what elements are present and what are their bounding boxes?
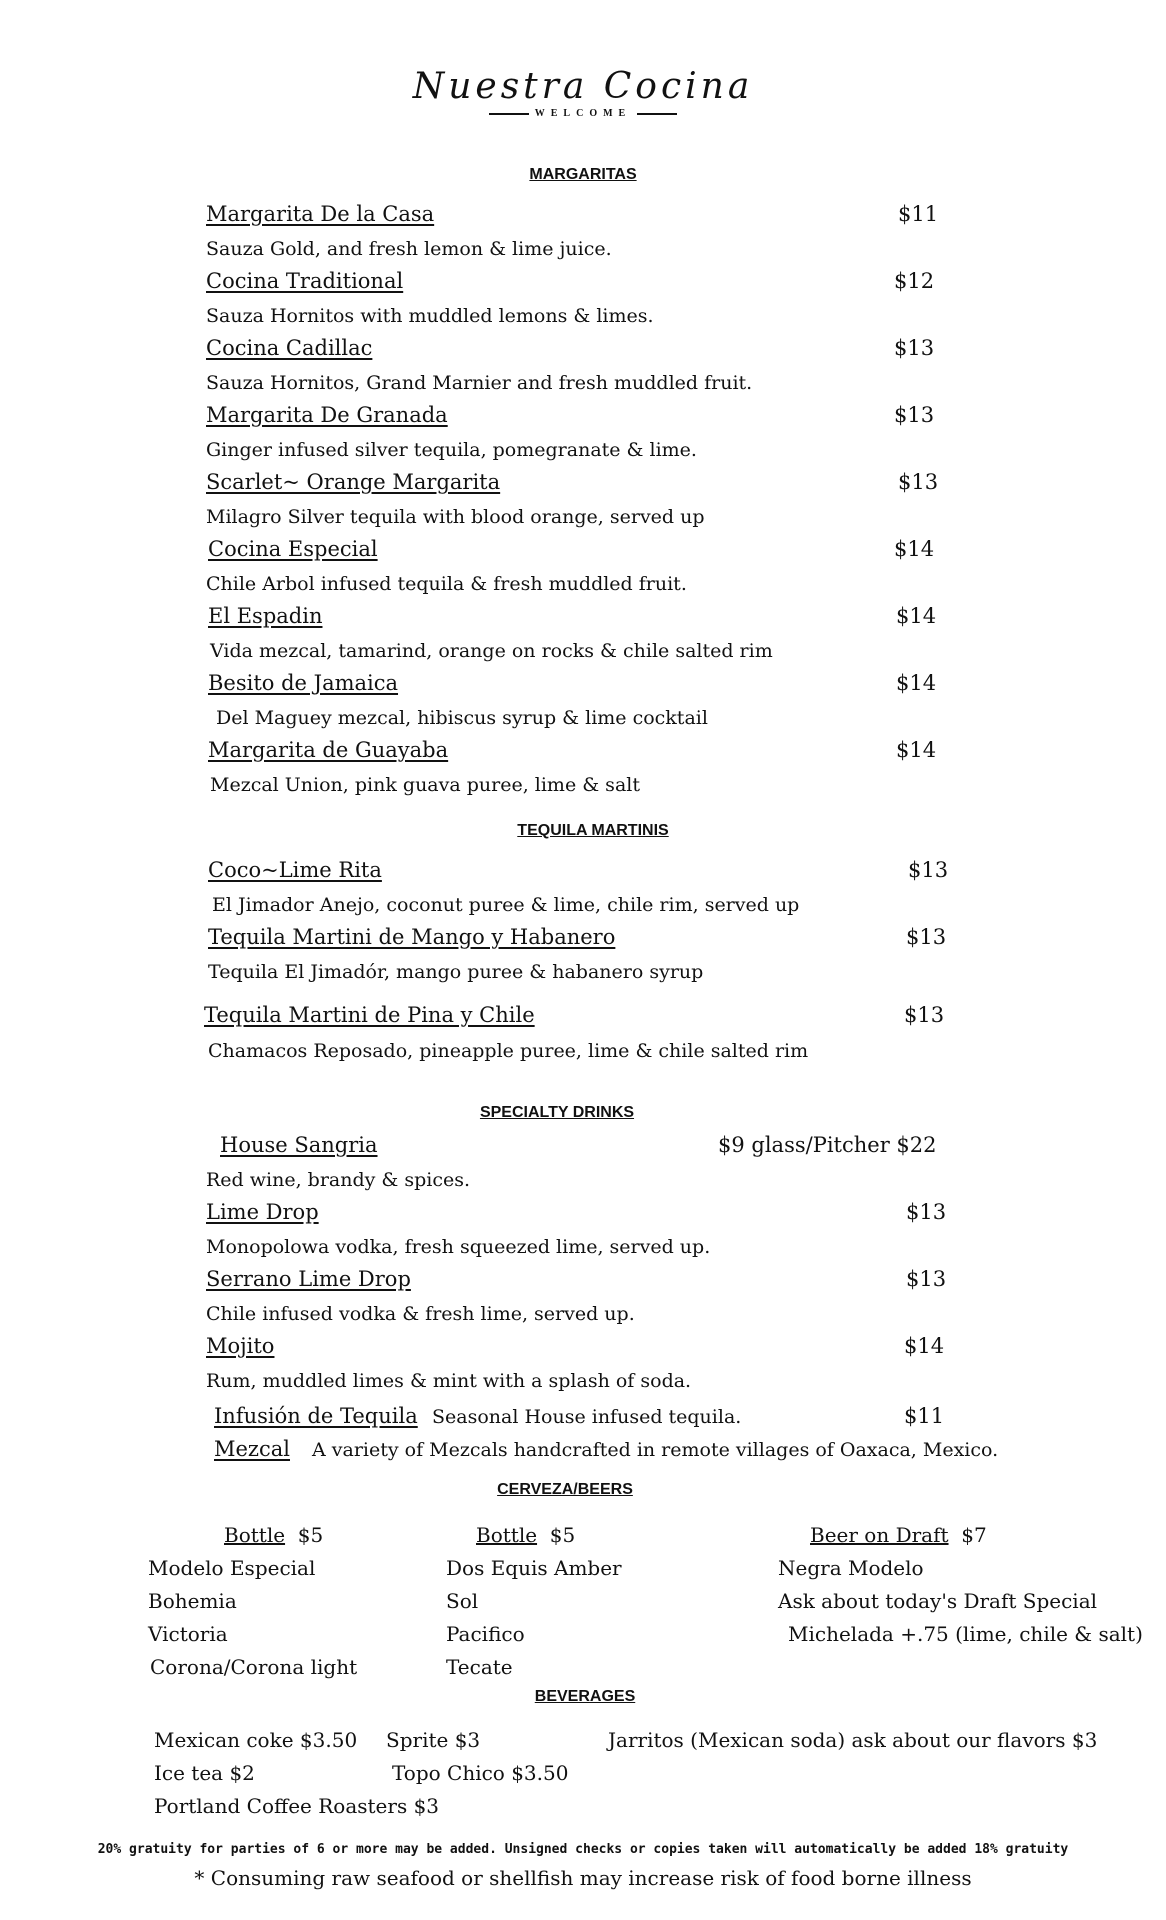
menu-item-description: A variety of Mezcals handcrafted in remote villages of Oaxaca, Mexico.	[312, 1439, 999, 1461]
menu-item-description: Milagro Silver tequila with blood orange, served up	[206, 506, 705, 528]
welcome-subtitle: WELCOME	[0, 108, 1166, 119]
menu-item-price: $14	[894, 537, 935, 561]
menu-item-price: $13	[908, 858, 949, 882]
section-heading-beers: CERVEZA/BEERS	[497, 1481, 633, 1498]
menu-item-description: El Jimador Anejo, coconut puree & lime, chile rim, served up	[212, 894, 800, 916]
gratuity-notice: 20% gratuity for parties of 6 or more may be added. Unsigned checks or copies taken will automatically be added 18% gratuity	[97, 1842, 1069, 1857]
beer-item: Bohemia	[148, 1589, 237, 1613]
menu-item-description: Sauza Hornitos with muddled lemons & limes.	[206, 305, 654, 327]
beer-item: Michelada +.75 (lime, chile & salt)	[788, 1622, 1143, 1646]
consumption-warning: * Consuming raw seafood or shellfish may increase risk of food borne illness	[194, 1866, 972, 1890]
menu-item-price: $14	[896, 671, 937, 695]
menu-item-price: $13	[906, 925, 947, 949]
menu-item-price: $13	[894, 336, 935, 360]
section-heading-beverages: BEVERAGES	[534, 1688, 636, 1705]
menu-item-price: $14	[896, 604, 937, 628]
menu-item-name: House Sangria	[220, 1133, 378, 1157]
beverage-item: Portland Coffee Roasters $3	[154, 1794, 440, 1818]
menu-item-name: Margarita De la Casa	[206, 202, 435, 226]
menu-item-description: Sauza Hornitos, Grand Marnier and fresh muddled fruit.	[206, 372, 753, 394]
menu-item-price: $14	[896, 738, 937, 762]
beer-item: Victoria	[148, 1622, 228, 1646]
beer-item: Ask about today's Draft Special	[778, 1589, 1098, 1613]
menu-item-description: Chile Arbol infused tequila & fresh muddled fruit.	[206, 573, 687, 595]
beer-item: Dos Equis Amber	[446, 1556, 622, 1580]
menu-item-name: El Espadin	[208, 604, 323, 628]
menu-item-name: Cocina Cadillac	[206, 336, 373, 360]
restaurant-logo-title: Nuestra Cocina	[412, 66, 754, 107]
beer-item: Tecate	[446, 1655, 513, 1679]
menu-item-description: Seasonal House infused tequila.	[432, 1406, 742, 1428]
menu-item-name: Margarita De Granada	[206, 403, 448, 427]
menu-item-name: Coco~Lime Rita	[208, 858, 382, 882]
menu-item-description: Monopolowa vodka, fresh squeezed lime, served up.	[206, 1236, 711, 1258]
menu-item-description: Vida mezcal, tamarind, orange on rocks & chile salted rim	[210, 640, 773, 662]
beverage-item: Topo Chico $3.50	[392, 1761, 569, 1785]
menu-item-price: $9 glass/Pitcher $22	[718, 1133, 937, 1157]
menu-item-name: Tequila Martini de Pina y Chile	[204, 1003, 535, 1027]
menu-item-price: $11	[904, 1404, 945, 1428]
section-heading-tequila-martinis: TEQUILA MARTINIS	[517, 822, 669, 839]
menu-item-price: $12	[894, 269, 935, 293]
beer-column-header: Beer on Draft $7	[810, 1523, 987, 1547]
menu-item-name: Besito de Jamaica	[208, 671, 399, 695]
menu-item-price: $13	[894, 403, 935, 427]
menu-item-name: Lime Drop	[206, 1200, 319, 1224]
menu-item-description: Sauza Gold, and fresh lemon & lime juice.	[206, 238, 612, 260]
menu-item-description: Chamacos Reposado, pineapple puree, lime & chile salted rim	[208, 1040, 809, 1062]
menu-item-name: Cocina Traditional	[206, 269, 404, 293]
beer-item: Pacifico	[446, 1622, 525, 1646]
beverage-item: Jarritos (Mexican soda) ask about our flavors $3	[608, 1728, 1098, 1752]
menu-item-description: Red wine, brandy & spices.	[206, 1169, 471, 1191]
menu-item-description: Chile infused vodka & fresh lime, served up.	[206, 1303, 635, 1325]
menu-item-name: Margarita de Guayaba	[208, 738, 449, 762]
menu-item-name: Tequila Martini de Mango y Habanero	[208, 925, 616, 949]
menu-item-name: Scarlet~ Orange Margarita	[206, 470, 501, 494]
menu-item-description: Mezcal Union, pink guava puree, lime & salt	[210, 774, 640, 796]
menu-item-description: Tequila El Jimadór, mango puree & habanero syrup	[208, 961, 704, 983]
beverage-item: Ice tea $2	[154, 1761, 255, 1785]
beverage-item: Mexican coke $3.50	[154, 1728, 358, 1752]
beer-item: Negra Modelo	[778, 1556, 924, 1580]
menu-item-price: $13	[904, 1003, 945, 1027]
menu-item-price: $13	[906, 1267, 947, 1291]
menu-item-description: Rum, muddled limes & mint with a splash of soda.	[206, 1370, 692, 1392]
beer-column-header: Bottle $5	[224, 1523, 324, 1547]
menu-item-price: $13	[906, 1200, 947, 1224]
menu-item-name: Mojito	[206, 1334, 275, 1358]
menu-item-price: $13	[898, 470, 939, 494]
beer-item: Modelo Especial	[148, 1556, 316, 1580]
section-heading-specialty-drinks: SPECIALTY DRINKS	[479, 1104, 635, 1121]
beverage-item: Sprite $3	[386, 1728, 481, 1752]
beer-column-header: Bottle $5	[476, 1523, 576, 1547]
menu-item-price: $14	[904, 1334, 945, 1358]
menu-item-name: Serrano Lime Drop	[206, 1267, 411, 1291]
menu-item-name: Cocina Especial	[208, 537, 378, 561]
menu-item-name: Mezcal	[214, 1437, 290, 1461]
menu-item-description: Ginger infused silver tequila, pomegranate & lime.	[206, 439, 697, 461]
menu-item-price: $11	[898, 202, 939, 226]
menu-item-name: Infusión de Tequila	[214, 1404, 418, 1428]
section-heading-margaritas: MARGARITAS	[529, 166, 637, 183]
beer-item: Sol	[446, 1589, 479, 1613]
beer-item: Corona/Corona light	[150, 1655, 358, 1679]
menu-item-description: Del Maguey mezcal, hibiscus syrup & lime cocktail	[216, 707, 708, 729]
